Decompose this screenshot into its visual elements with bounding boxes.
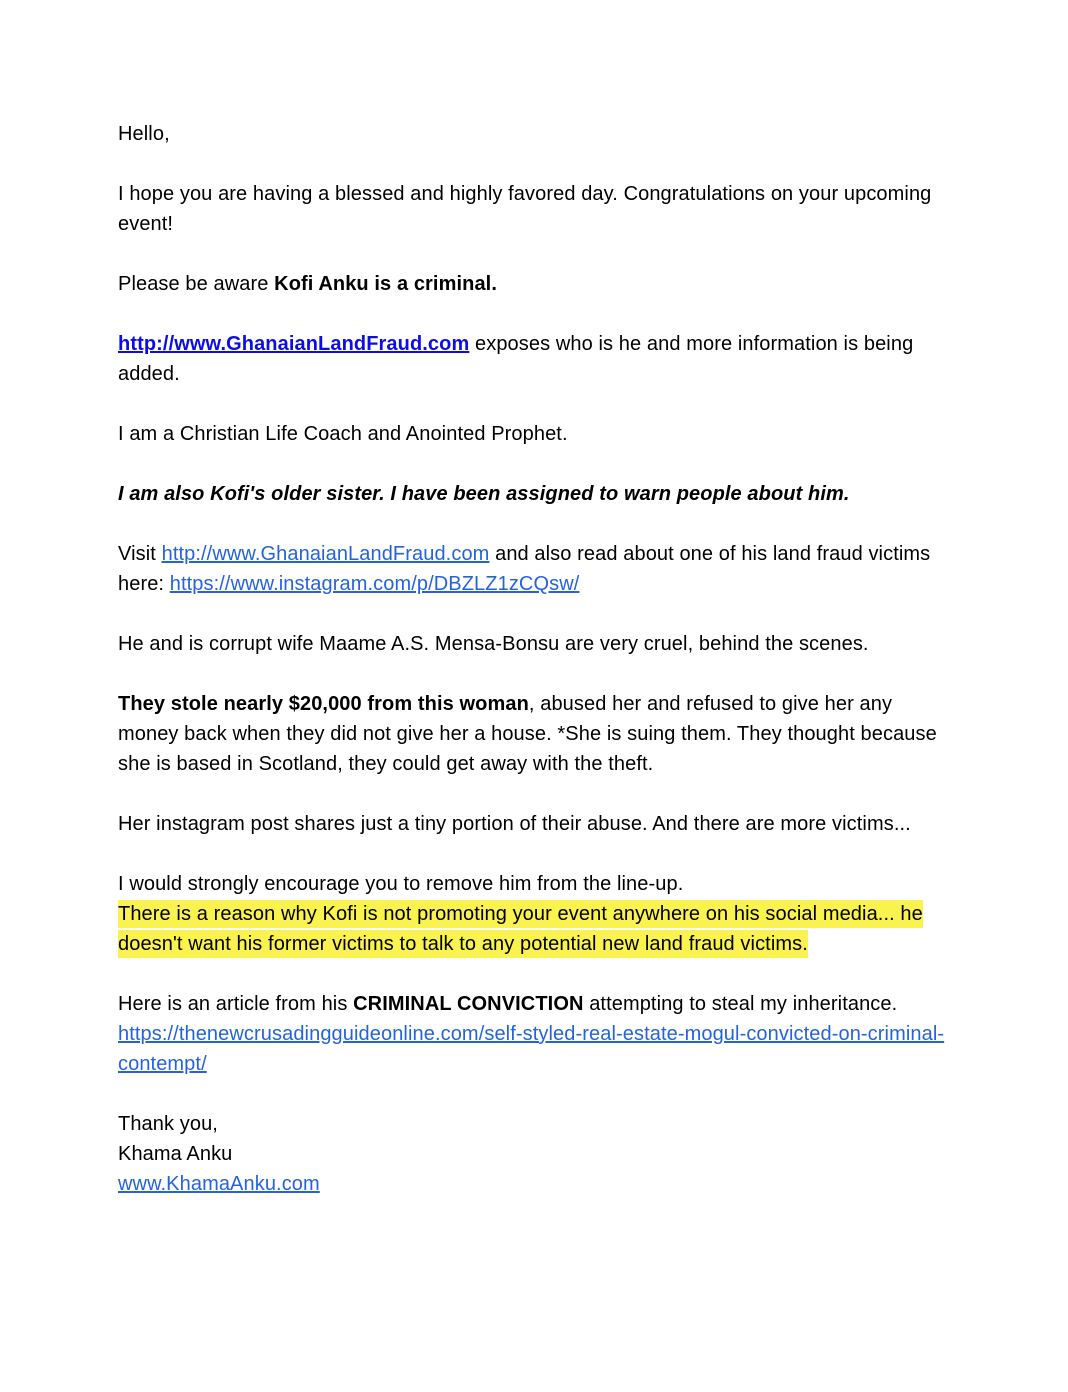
text-run: CRIMINAL CONVICTION [353,993,584,1015]
text-run: Her instagram post shares just a tiny portion of their abuse. And there are more victims... [118,813,911,835]
hyperlink[interactable]: https://thenewcrusadingguideonline.com/self-styled-real-estate-mogul-convicted-on-criminal-contempt/ [118,1023,945,1075]
text-run: Please be aware [118,273,275,295]
text-run: I would strongly encourage you to remove him from the line-up. [118,873,684,895]
text-run: and also read about one of his land fraud victims here: [118,543,931,595]
paragraph [118,689,950,779]
text-run: Kofi Anku is a criminal. [274,273,497,295]
email-body [118,119,950,1199]
paragraph [118,1109,950,1199]
paragraph [118,539,950,599]
text-run: Khama Anku [118,1143,233,1165]
paragraph [118,629,950,659]
paragraph [118,179,950,239]
hyperlink[interactable]: http://www.GhanaianLandFraud.com [161,543,490,565]
text-run: There is a reason why Kofi is not promoting your event anywhere on his social media... he doesn't want his former victims to talk to any potential new land fraud victims. [118,900,923,958]
text-run: I am also Kofi's older sister. I have been assigned to warn people about him. [118,483,850,505]
hyperlink[interactable]: www.KhamaAnku.com [118,1173,320,1195]
hyperlink[interactable]: https://www.instagram.com/p/DBZLZ1zCQsw/ [169,573,580,595]
paragraph [118,479,950,509]
text-run: I hope you are having a blessed and highly favored day. Congratulations on your upcoming event! [118,183,932,235]
text-run: exposes who is he and more information is being added. [118,333,914,385]
paragraph [118,119,950,149]
paragraph [118,989,950,1079]
text-run: Thank you, [118,1113,218,1135]
text-run: attempting to steal my inheritance. [583,993,898,1015]
hyperlink[interactable]: http://www.GhanaianLandFraud.com [118,333,470,355]
paragraph [118,809,950,839]
text-run: I am a Christian Life Coach and Anointed Prophet. [118,423,568,445]
paragraph [118,269,950,299]
paragraph [118,419,950,449]
text-run: They stole nearly $20,000 from this woman [118,693,529,715]
text-run: He and is corrupt wife Maame A.S. Mensa-Bonsu are very cruel, behind the scenes. [118,633,869,655]
text-run: , abused her and refused to give her any money back when they did not give her a house. *She is suing them. They thought because she is based in Scotland, they could get away with the theft. [118,693,937,775]
text-run: Visit [118,543,162,565]
text-run: Here is an article from his [118,993,354,1015]
paragraph [118,329,950,389]
paragraph [118,869,950,959]
text-run: Hello, [118,123,170,145]
